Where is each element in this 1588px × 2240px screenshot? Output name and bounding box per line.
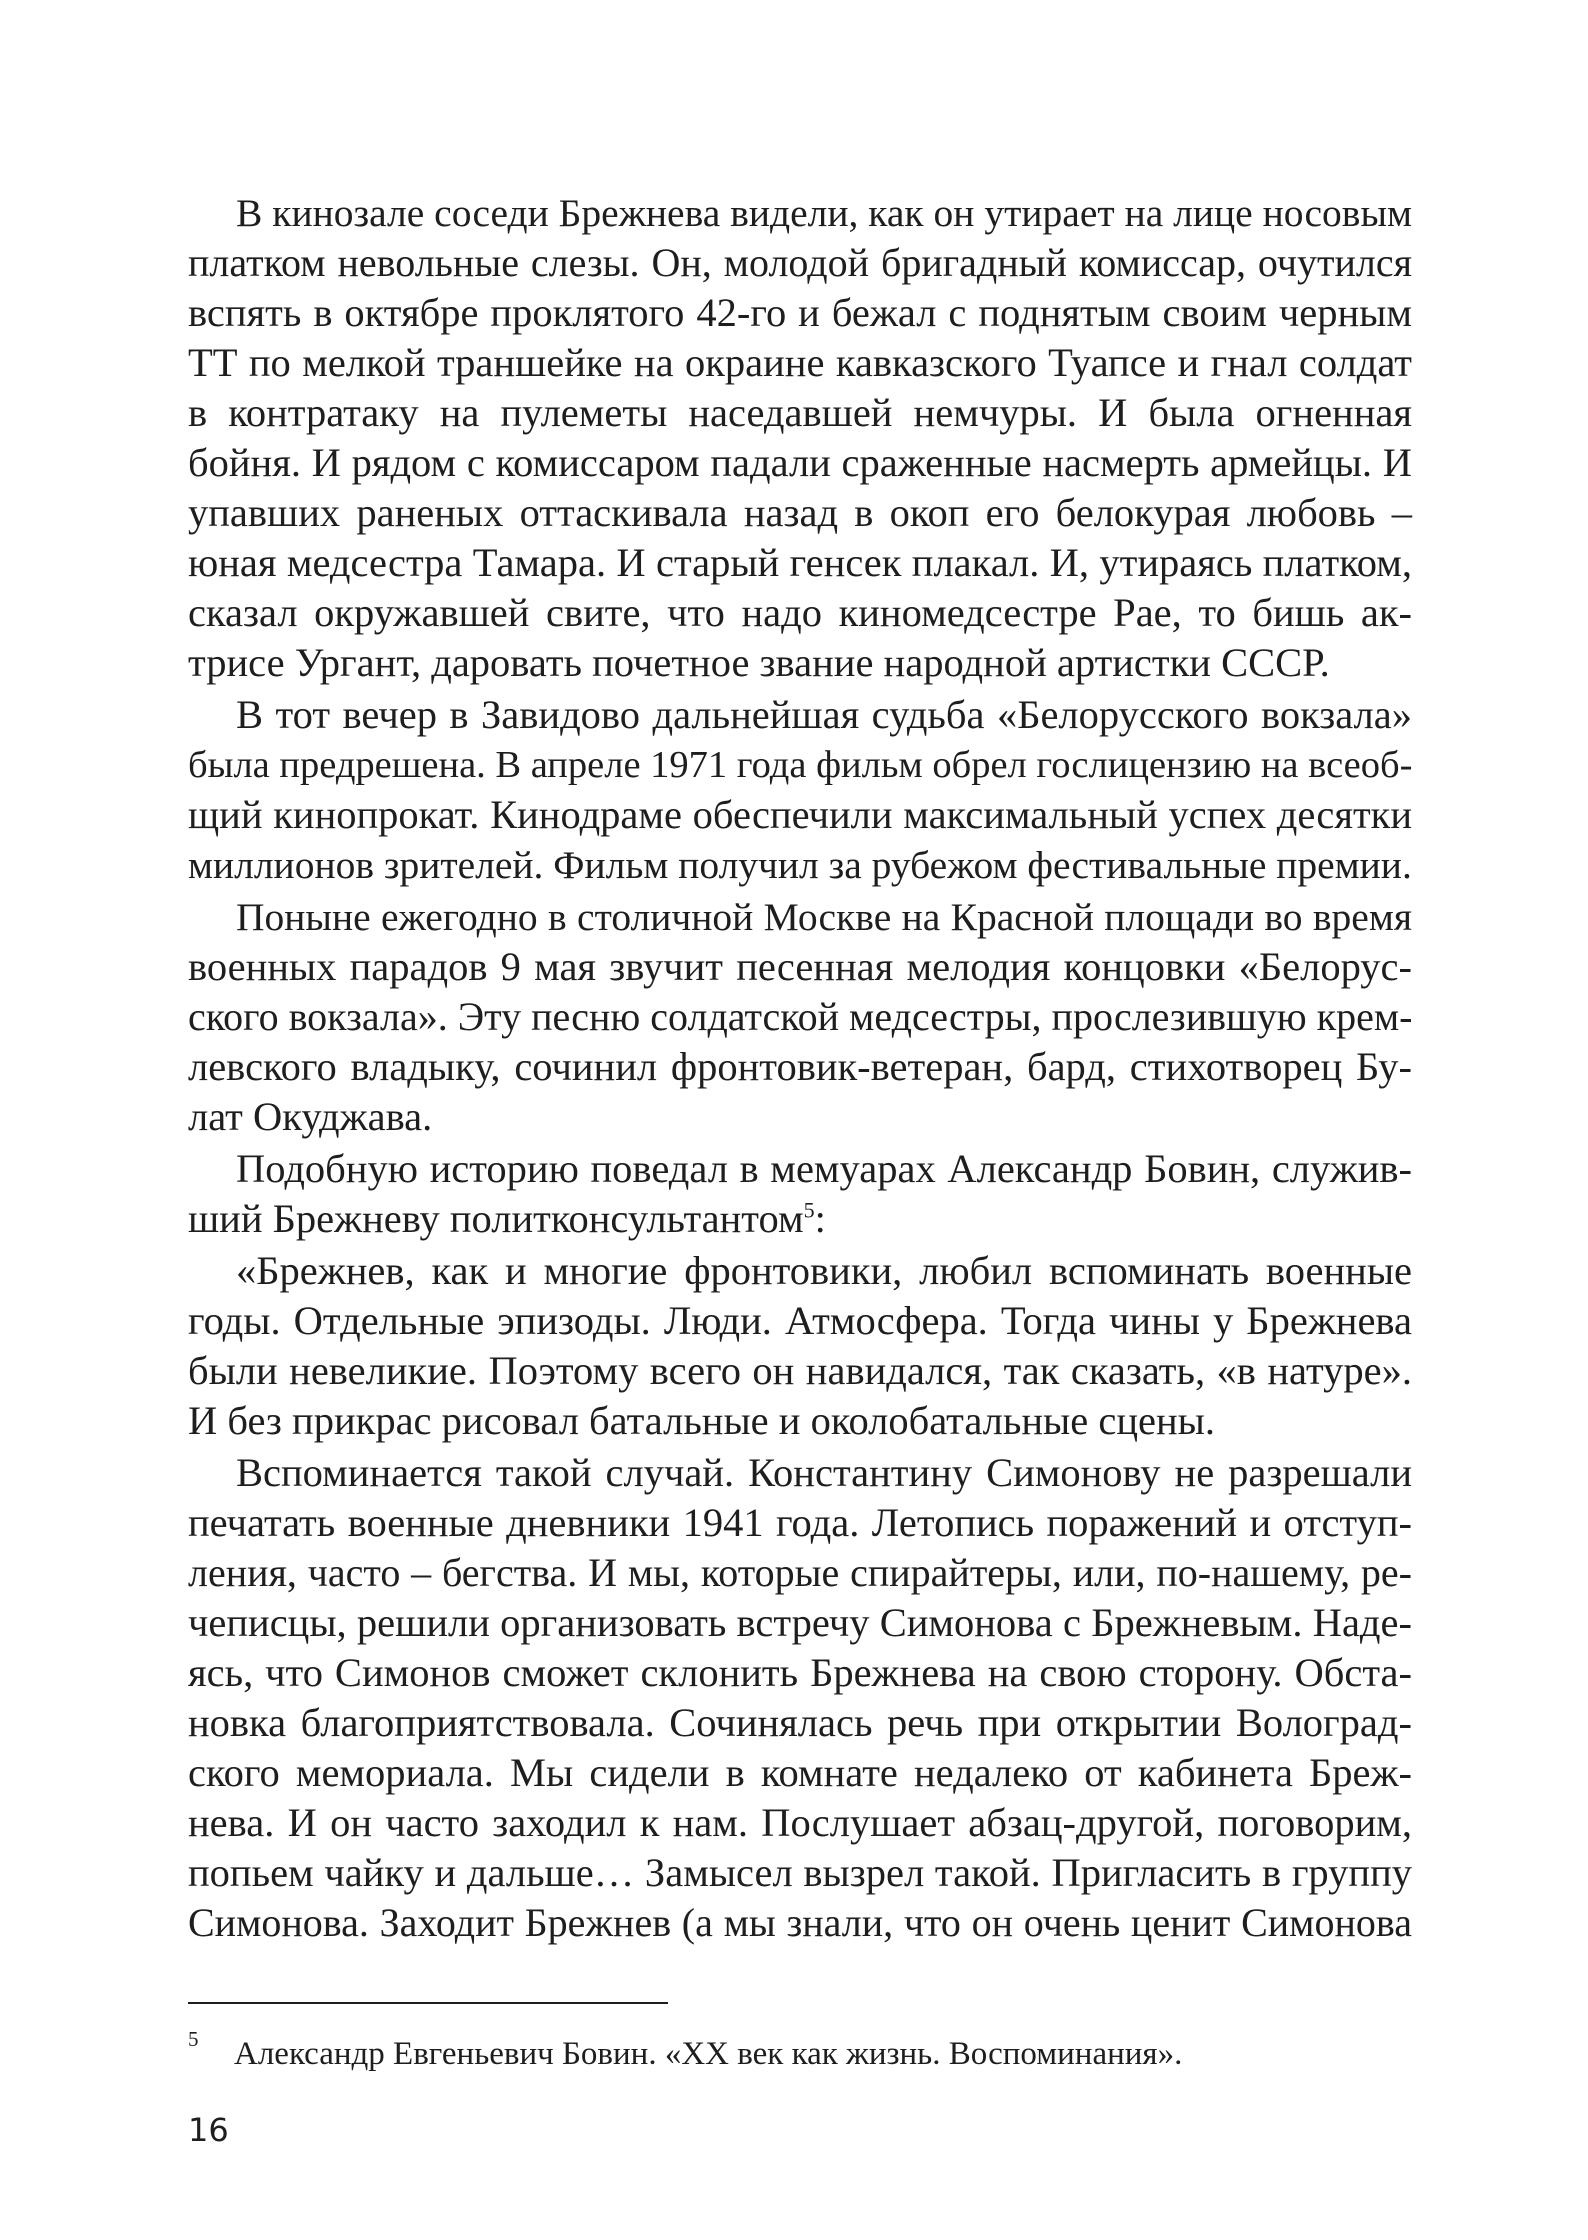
text-line: Подобную историю поведал в мемуарах Александр Бовин, служив- — [236, 1146, 1412, 1191]
text-line: вспять в октябре проклятого 42-го и бежал с поднятым своим черным — [188, 290, 1412, 335]
text-line: сказал окружавшей свите, что надо киномедсестре Рае, то бишь ак- — [188, 590, 1412, 635]
text-line: Поныне ежегодно в столичной Москве на Красной площади во время — [236, 895, 1412, 939]
text-line: трисе Ургант, даровать почетное звание народной артистки СССР. — [188, 640, 1330, 685]
text-line: нева. И он часто заходил к нам. Послушает абзац-другой, поговорим, — [188, 1800, 1412, 1845]
text-line: ского мемориала. Мы сидели в комнате недалеко от кабинета Бреж- — [188, 1750, 1412, 1795]
text-line: были невеликие. Поэтому всего он навидался, так сказать, «в натуре». — [188, 1348, 1412, 1393]
footnote-reference[interactable]: 5 — [803, 1197, 815, 1223]
text-line: военных парадов 9 мая звучит песенная мелодия концовки «Белорус- — [188, 944, 1412, 989]
text-line: ления, часто – бегства. И мы, которые спирайтеры, или, по-нашему, ре- — [188, 1550, 1412, 1595]
text-line: В тот вечер в Завидово дальнейшая судьба «Белорусского вокзала» — [236, 692, 1412, 737]
text-line: печатать военные дневники 1941 года. Летопись поражений и отступ- — [188, 1500, 1412, 1545]
text-line-body: ший Брежневу политконсультантом — [188, 1196, 804, 1241]
text-line: бойня. И рядом с комиссаром падали сраженные насмерть армейцы. И — [188, 440, 1412, 485]
text-line: в контратаку на пулеметы наседавшей немчуры. И была огненная — [188, 390, 1412, 435]
text-line: Вспоминается такой случай. Константину Симонову не разрешали — [236, 1450, 1412, 1495]
text-line: Симонова. Заходит Брежнев (а мы знали, что он очень ценит Симонова — [188, 1900, 1412, 1945]
text-line: левского владыку, сочинил фронтовик-ветеран, бард, стихотворец Бу- — [188, 1044, 1412, 1089]
text-line: лат Окуджава. — [188, 1094, 433, 1139]
text-line: платком невольные слезы. Он, молодой бригадный комиссар, очутился — [188, 240, 1412, 285]
page-number: 16 — [188, 2111, 229, 2149]
text-line: миллионов зрителей. Фильм получил за рубежом фестивальные премии. — [188, 843, 1412, 887]
text-line: ского вокзала». Эту песню солдатской медсестры, прослезившую крем- — [188, 994, 1413, 1039]
footnote-marker: 5 — [188, 2027, 199, 2051]
text-line: попьем чайку и дальше… Замысел вызрел такой. Пригласить в группу — [188, 1850, 1412, 1895]
text-line: годы. Отдельные эпизоды. Люди. Атмосфера. Тогда чины у Брежнева — [188, 1298, 1412, 1343]
text-line: чеписцы, решили организовать встречу Симонова с Брежневым. Наде- — [188, 1600, 1412, 1645]
text-line: новка благоприятствовала. Сочинялась речь при открытии Волоград- — [188, 1700, 1412, 1745]
text-line: юная медсестра Тамара. И старый генсек плакал. И, утираясь платком, — [188, 540, 1412, 585]
text-line: упавших раненых оттаскивала назад в окоп его белокурая любовь – — [188, 490, 1412, 535]
text-line: щий кинопрокат. Кинодраме обеспечили максимальный успех десятки — [188, 792, 1412, 837]
text-line-tail: : — [814, 1196, 826, 1241]
text-line: ТТ по мелкой траншейке на окраине кавказского Туапсе и гнал солдат — [188, 340, 1412, 385]
text-line: В кинозале соседи Брежнева видели, как он утирает на лице носовым — [236, 191, 1412, 235]
text-line: И без прикрас рисовал батальные и околобатальные сцены. — [188, 1398, 1215, 1443]
text-line: была предрешена. В апреле 1971 года фильм обрел гослицензию на всеоб- — [188, 744, 1413, 786]
text-line: ясь, что Симонов сможет склонить Брежнева на свою сторону. Обста- — [188, 1650, 1412, 1695]
footnote-divider — [188, 2002, 668, 2004]
text-line — [188, 1194, 1412, 1244]
text-line: «Брежнев, как и многие фронтовики, любил вспоминать военные — [236, 1248, 1412, 1293]
footnote-text: Александр Евгеньевич Бовин. «XX век как жизнь. Воспоминания». — [234, 2036, 1183, 2072]
